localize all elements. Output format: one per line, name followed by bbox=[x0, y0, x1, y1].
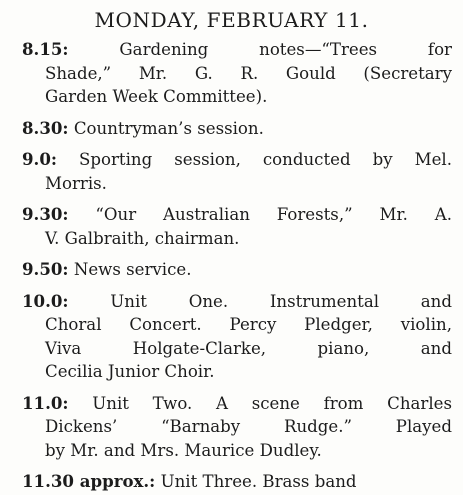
entry-time: 8.30: bbox=[22, 117, 69, 138]
program-entry bbox=[22, 392, 452, 463]
entry-text: V. Galbraith, chairman. bbox=[45, 228, 240, 248]
program-entry bbox=[22, 203, 452, 250]
entry-time: 10.0: bbox=[22, 290, 69, 311]
program-entry bbox=[22, 38, 452, 109]
entry-text: Unit One. Instrumental and bbox=[68, 291, 452, 311]
entry-text: Choral Concert. Percy Pledger, violin, bbox=[45, 315, 452, 334]
entry-text: Gardening notes—“Trees for bbox=[68, 40, 452, 59]
entry-text: Dickens’ “Barnaby Rudge.” Played bbox=[45, 417, 452, 436]
entry-text: “Our Australian Forests,” Mr. A. bbox=[68, 205, 452, 224]
entry-text: News service. bbox=[68, 260, 192, 279]
entry-time: 11.0: bbox=[22, 392, 69, 413]
program-entry bbox=[22, 117, 452, 141]
entry-text: Garden Week Committee). bbox=[45, 87, 268, 106]
entry-text: Morris. bbox=[45, 173, 107, 193]
entry-text: Cecilia Junior Choir. bbox=[45, 362, 215, 381]
entry-text: Shade,” Mr. G. R. Gould (Secretary bbox=[45, 63, 452, 83]
program-entry bbox=[22, 148, 452, 195]
program-entry bbox=[22, 470, 452, 494]
entry-time: 8.15: bbox=[22, 39, 69, 59]
entry-text: Viva Holgate-Clarke, piano, and bbox=[45, 338, 452, 358]
entry-text: by Mr. and Mrs. Maurice Dudley. bbox=[45, 440, 322, 460]
program-entry bbox=[22, 258, 452, 282]
entry-text: Unit Two. A scene from Charles bbox=[68, 393, 452, 413]
page-title: MONDAY, FEBRUARY 11. bbox=[94, 8, 369, 32]
entry-text: Unit Three. Brass band bbox=[155, 472, 357, 491]
entry-time: 9.50: bbox=[22, 259, 69, 279]
program-entry bbox=[22, 290, 452, 384]
entry-time: 9.30: bbox=[22, 204, 69, 224]
program-list bbox=[22, 38, 452, 502]
entry-time: 11.30 approx.: bbox=[22, 471, 156, 491]
entry-text: Countryman’s session. bbox=[68, 118, 264, 138]
entry-text: Sporting session, conducted by Mel. bbox=[57, 150, 452, 169]
entry-time: 9.0: bbox=[22, 149, 57, 169]
